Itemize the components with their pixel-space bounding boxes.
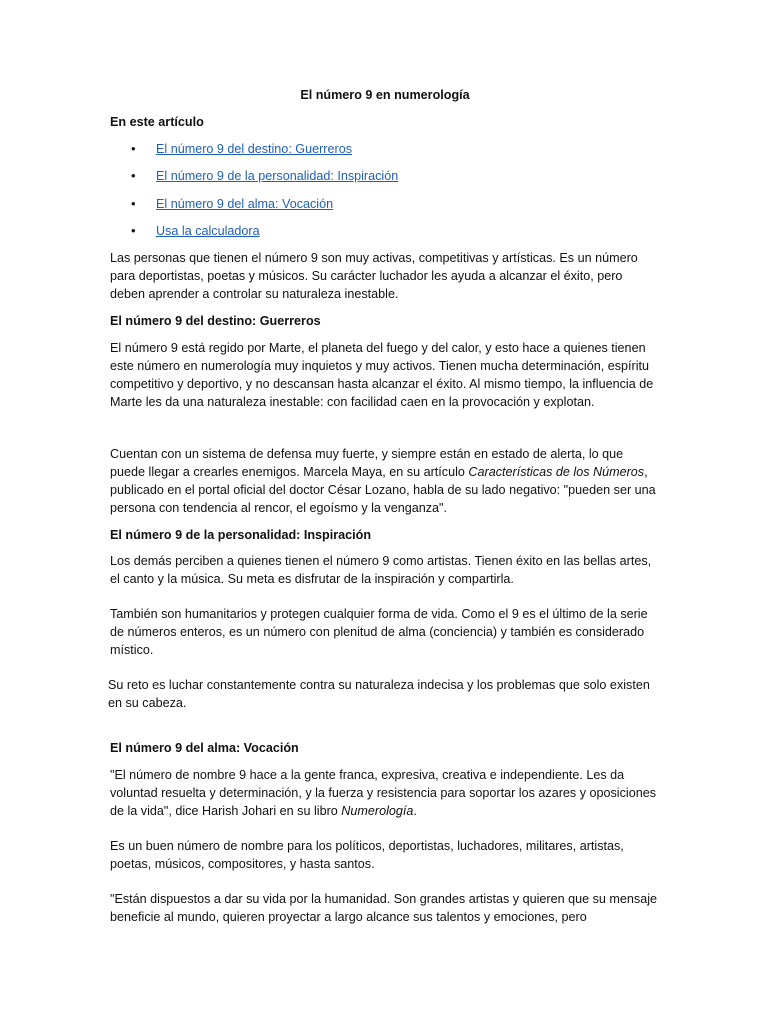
text-run: Cuentan con un sistema de defensa muy fuerte, y siempre están en estado de alerta, lo que puede llegar a crearles enemigos. Marcela Maya, en su artículo [110, 447, 624, 479]
section-alma-heading: El número 9 del alma: Vocación [110, 741, 299, 755]
toc-item [110, 140, 398, 167]
bullet-icon: • [131, 141, 136, 156]
bullet-icon: • [131, 195, 136, 211]
book-title-italic: Numerología [341, 804, 414, 818]
section-destino-paragraph-2 [110, 445, 660, 517]
article-title-italic: Características de los Números [468, 465, 645, 479]
toc-link-calculadora[interactable]: Usa la calculadora [156, 223, 260, 238]
section-alma-paragraph-3: "Están dispuestos a dar su vida por la humanidad. Son grandes artistas y quieren que su mensaje beneficie al mundo, quieren proyectar a largo alcance sus talentos y emociones, pero [110, 892, 658, 924]
text-run: "El número de nombre 9 hace a la gente franca, expresiva, creativa e independiente. Les da voluntad resuelta y determinación, y la fuerza y resistencia para soportar los azares y oposiciones de la vida", dice Harish Johari en su libro [110, 768, 657, 818]
toc-item [110, 167, 398, 194]
intro-paragraph: Las personas que tienen el número 9 son muy activas, competitivas y artísticas. Es un número para deportistas, poetas y músicos. Su carácter luchador les ayuda a alcanzar el éxito, pero deben aprender a controlar su naturaleza inestable. [110, 251, 638, 301]
bullet-icon: • [131, 168, 136, 184]
toc-item [110, 195, 398, 222]
bullet-icon: • [131, 222, 136, 238]
section-destino-paragraph-1: El número 9 está regido por Marte, el planeta del fuego y del calor, y esto hace a quienes tienen este número en numerología muy inquietos y muy activos. Tienen mucha determinación, espíritu competitivo y deportivo, y no descansan hasta alcanzar el éxito. Al mismo tiempo, la influencia de Marte les da una naturaleza inestable: con facilidad caen en la provocación y explotan. [110, 341, 654, 409]
toc-link-alma[interactable]: El número 9 del alma: Vocación [156, 196, 334, 211]
document-title: El número 9 en numerología [300, 88, 470, 102]
section-personalidad-paragraph-1: Los demás perciben a quienes tienen el número 9 como artistas. Tienen éxito en las bellas artes, el canto y la música. Su meta es disfrutar de la inspiración y compartirla. [110, 554, 652, 586]
toc-item [110, 222, 398, 249]
section-destino-heading: El número 9 del destino: Guerreros [110, 314, 321, 328]
section-personalidad-paragraph-2: También son humanitarios y protegen cualquier forma de vida. Como el 9 es el último de la serie de números enteros, es un número con plenitud de alma (conciencia) y también es considerado místico. [110, 607, 648, 657]
text-run: , publicado en el portal oficial del doctor César Lozano, habla de su lado negativo: "pueden ser una persona con tendencia al rencor, el egoísmo y la venganza". [110, 465, 656, 515]
toc-link-destino[interactable]: El número 9 del destino: Guerreros [156, 142, 353, 156]
text-run: . [413, 804, 417, 818]
toc-link-personalidad[interactable]: El número 9 de la personalidad: Inspiración [156, 169, 399, 184]
section-alma-paragraph-1 [110, 766, 660, 820]
toc-list [110, 140, 398, 249]
section-alma-paragraph-2: Es un buen número de nombre para los políticos, deportistas, luchadores, militares, artistas, poetas, músicos, compositores, y hasta santos. [110, 839, 624, 871]
section-personalidad-paragraph-3: Su reto es luchar constantemente contra su naturaleza indecisa y los problemas que solo existen en su cabeza. [108, 678, 650, 710]
section-personalidad-heading: El número 9 de la personalidad: Inspiración [110, 528, 372, 542]
toc-heading: En este artículo [110, 115, 204, 129]
